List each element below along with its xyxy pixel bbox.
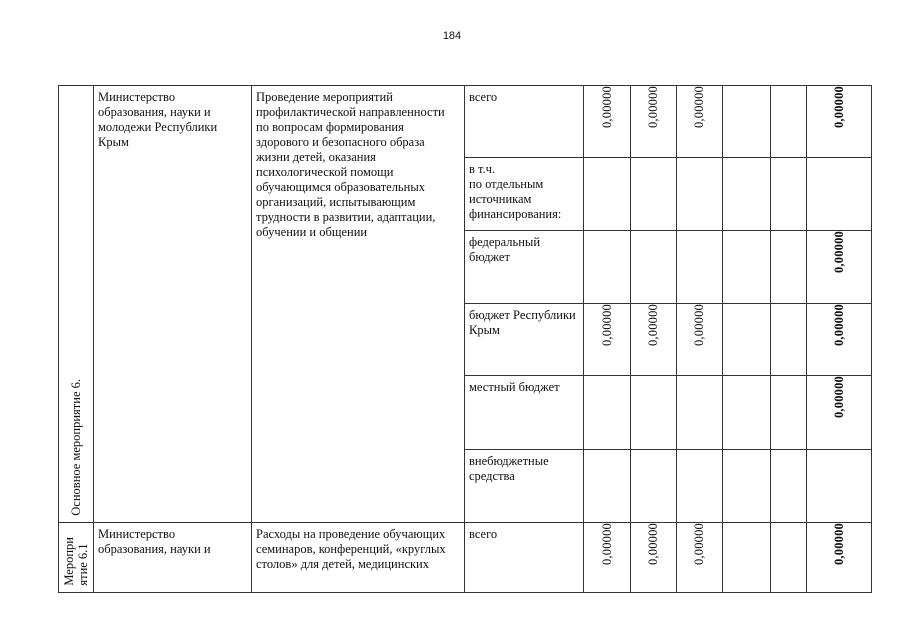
total-cell [807,231,872,304]
value-cell [723,158,771,231]
total-value: 0,00000 [831,304,846,347]
value-cell [723,304,771,376]
source-text: всего [469,527,498,541]
funding-table [58,85,872,593]
value-cell [584,158,631,231]
value-cell [771,158,807,231]
value: 0,00000 [646,304,660,347]
subevent-label [62,537,90,586]
value-cell [677,304,723,376]
total-value: 0,00000 [831,523,846,566]
source-cell [465,304,584,376]
total-cell [807,158,872,231]
value-cell [771,304,807,376]
value-cell [631,376,677,450]
value-cell [584,304,631,376]
total-value: 0,00000 [831,376,846,419]
total-cell [807,450,872,523]
description-cell [252,523,465,593]
total-cell [807,86,872,158]
description-text: Проведение мероприятий профилактической направленности по вопросам формирования здорового и безопасного образа жизни детей, оказания психологической помощи обучающимся образовательных организаций, испытывающим трудности в развитии, адаптации, обучении и общении [256,90,445,239]
event-label: Основное мероприятие 6. [69,379,83,516]
value: 0,00000 [692,523,706,566]
value-cell [723,376,771,450]
source-cell [465,86,584,158]
value-cell [723,450,771,523]
value-cell [631,86,677,158]
executor-cell [94,523,252,593]
event-label-cell [59,86,94,523]
value-cell [723,231,771,304]
source-text: бюджет Республики Крым [469,308,576,337]
value-cell [677,231,723,304]
value-cell [584,231,631,304]
value: 0,00000 [599,86,614,129]
source-text: федеральный бюджет [469,235,541,264]
value-cell [631,304,677,376]
page-number: 184 [442,30,462,42]
value-cell [677,158,723,231]
subevent-label-line: ятие 6.1 [76,543,90,586]
value-cell [631,450,677,523]
total-cell [807,523,872,593]
value-cell [631,158,677,231]
source-cell [465,158,584,231]
value: 0,00000 [692,304,706,347]
total-cell [807,376,872,450]
value-cell [723,86,771,158]
source-cell [465,450,584,523]
value-cell [771,523,807,593]
value: 0,00000 [692,86,706,129]
source-cell [465,231,584,304]
table-row [59,523,872,593]
value-cell [723,523,771,593]
value-cell [584,450,631,523]
value: 0,00000 [599,523,614,566]
table-row [59,86,872,158]
description-cell [252,86,465,523]
total-cell [807,304,872,376]
total-value: 0,00000 [831,86,846,129]
source-text: местный бюджет [469,380,560,394]
value-cell [677,523,723,593]
subevent-label-line: Меропри [62,537,76,586]
value-cell [631,523,677,593]
value-cell [584,523,631,593]
source-text: в т.ч. по отдельным источникам финансирования: [469,162,562,221]
value-cell [677,450,723,523]
executor-text: Министерство образования, науки и [98,527,211,556]
source-cell [465,523,584,593]
description-text: Расходы на проведение обучающих семинаров, конференций, «круглых столов» для детей, медицинских [256,527,446,571]
value-cell [771,450,807,523]
value: 0,00000 [646,523,660,566]
value: 0,00000 [599,304,614,347]
subevent-label-cell [59,523,94,593]
executor-cell [94,86,252,523]
value-cell [584,376,631,450]
value-cell [631,231,677,304]
value-cell [771,86,807,158]
source-cell [465,376,584,450]
value-cell [771,231,807,304]
value-cell [771,376,807,450]
value-cell [677,376,723,450]
executor-text: Министерство образования, науки и молодежи Республики Крым [98,90,218,149]
total-value: 0,00000 [831,231,846,274]
value: 0,00000 [646,86,660,129]
value-cell [584,86,631,158]
source-text: внебюджетные средства [469,454,549,483]
value-cell [677,86,723,158]
source-text: всего [469,90,498,104]
